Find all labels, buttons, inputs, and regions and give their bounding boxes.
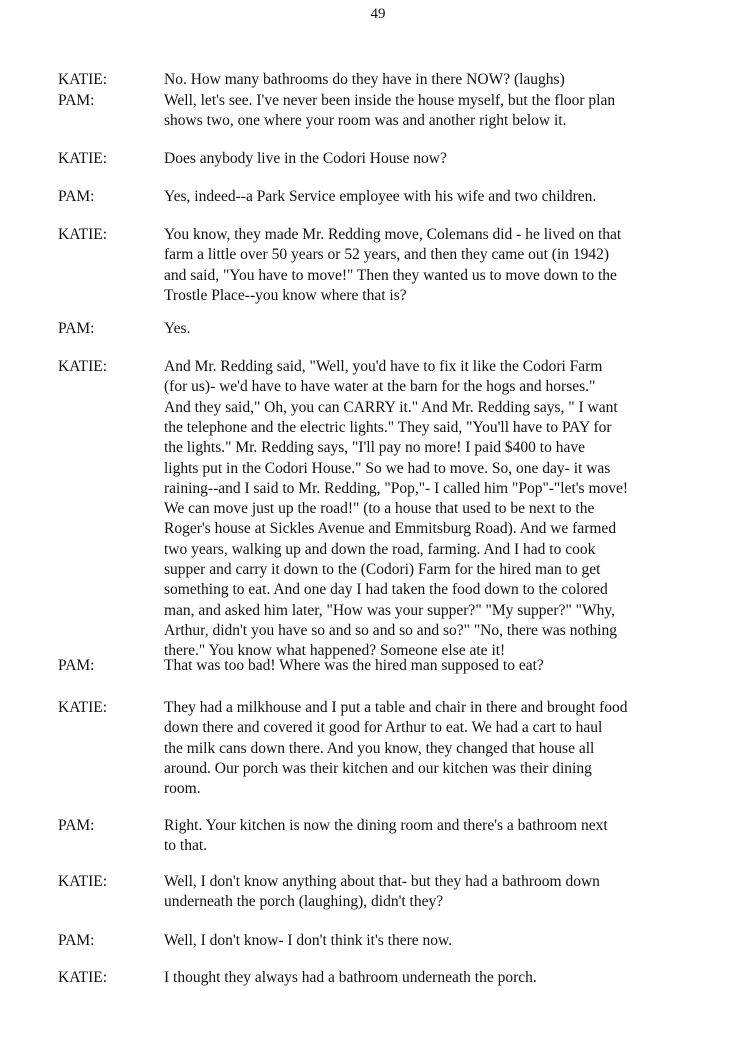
dialogue-line: shows two, one where your room was and another right below it.	[164, 112, 567, 130]
speaker-label: KATIE:	[58, 226, 108, 243]
speaker-label: KATIE:	[58, 150, 108, 167]
dialogue-line: Arthur, didn't you have so and so and so and so?" "No, there was nothing	[164, 621, 618, 639]
dialogue-line: We can move just up the road!" (to a house that used to be next to the	[164, 500, 595, 518]
dialogue-line: Well, I don't know anything about that- but they had a bathroom down	[164, 873, 600, 890]
dialogue-line: to that.	[164, 837, 208, 855]
dialogue-line: man, and asked him later, "How was your supper?" "My supper?" "Why,	[164, 601, 615, 619]
speaker-label: PAM:	[58, 188, 95, 205]
dialogue-line: Yes.	[164, 320, 191, 337]
speaker-label: KATIE:	[58, 873, 108, 890]
dialogue-line: Right. Your kitchen is now the dining room and there's a bathroom next	[164, 817, 608, 834]
dialogue-line: supper and carry it down to the (Codori) Farm for the hired man to get	[164, 561, 601, 578]
dialogue-line: the telephone and the electric lights." They said, "You'll have to PAY for	[164, 418, 612, 436]
speaker-label: KATIE:	[58, 969, 108, 986]
dialogue-line: farm a little over 50 years or 52 years, and then they came out (in 1942)	[164, 246, 610, 264]
speaker-label: PAM:	[58, 932, 95, 949]
dialogue-line: two years, walking up and down the road, farming. And I had to cook	[164, 540, 596, 558]
speaker-label: PAM:	[58, 817, 95, 834]
dialogue-line: Roger's house at Sickles Avenue and Emmitsburg Road). And we farmed	[164, 520, 617, 538]
dialogue-line: something to eat. And one day I had taken the food down to the colored	[164, 581, 608, 599]
dialogue-line: I thought they always had a bathroom underneath the porch.	[164, 969, 537, 986]
speaker-label: KATIE:	[58, 71, 108, 88]
speaker-label: PAM:	[58, 320, 95, 337]
speaker-label: KATIE:	[58, 699, 108, 716]
dialogue-line: Does anybody live in the Codori House now?	[164, 150, 447, 167]
dialogue-line: Well, let's see. I've never been inside the house myself, but the floor plan	[164, 92, 616, 109]
page-number: 49	[370, 6, 386, 22]
dialogue-line: down there and covered it good for Arthur to eat. We had a cart to haul	[164, 719, 603, 737]
dialogue-line: You know, they made Mr. Redding move, Colemans did - he lived on that	[164, 226, 622, 243]
dialogue-line: (for us)- we'd have to have water at the barn for the hogs and horses."	[164, 378, 596, 396]
dialogue-line: raining--and I said to Mr. Redding, "Pop,"- I called him "Pop"-"let's move!	[164, 479, 629, 497]
speaker-label: PAM:	[58, 657, 95, 674]
dialogue-line: Trostle Place--you know where that is?	[164, 286, 407, 304]
dialogue-line: room.	[164, 780, 201, 798]
dialogue-line: underneath the porch (laughing), didn't they?	[164, 893, 444, 911]
dialogue-line: And they said," Oh, you can CARRY it." And Mr. Redding says, " I want	[164, 398, 618, 416]
dialogue-line: Well, I don't know- I don't think it's there now.	[164, 932, 453, 949]
dialogue-line: there." You know what happened? Someone else ate it!	[164, 642, 506, 660]
dialogue-line: the milk cans down there. And you know, they changed that house all	[164, 739, 595, 757]
dialogue-line: No. How many bathrooms do they have in there NOW? (laughs)	[164, 71, 565, 88]
dialogue-line: And Mr. Redding said, "Well, you'd have to fix it like the Codori Farm	[164, 358, 603, 375]
speaker-label: PAM:	[58, 92, 95, 109]
dialogue-line: They had a milkhouse and I put a table and chair in there and brought food	[164, 699, 628, 716]
dialogue-line: lights put in the Codori House." So we had to move. So, one day- it was	[164, 459, 611, 477]
dialogue-line: and said, "You have to move!" Then they wanted us to move down to the	[164, 266, 617, 284]
dialogue-line: Yes, indeed--a Park Service employee with his wife and two children.	[164, 188, 597, 205]
dialogue-line: the lights." Mr. Redding says, "I'll pay no more! I paid $400 to have	[164, 439, 585, 457]
dialogue-line: around. Our porch was their kitchen and our kitchen was their dining	[164, 759, 592, 777]
dialogue-line: That was too bad! Where was the hired man supposed to eat?	[164, 657, 544, 674]
speaker-label: KATIE:	[58, 358, 108, 375]
